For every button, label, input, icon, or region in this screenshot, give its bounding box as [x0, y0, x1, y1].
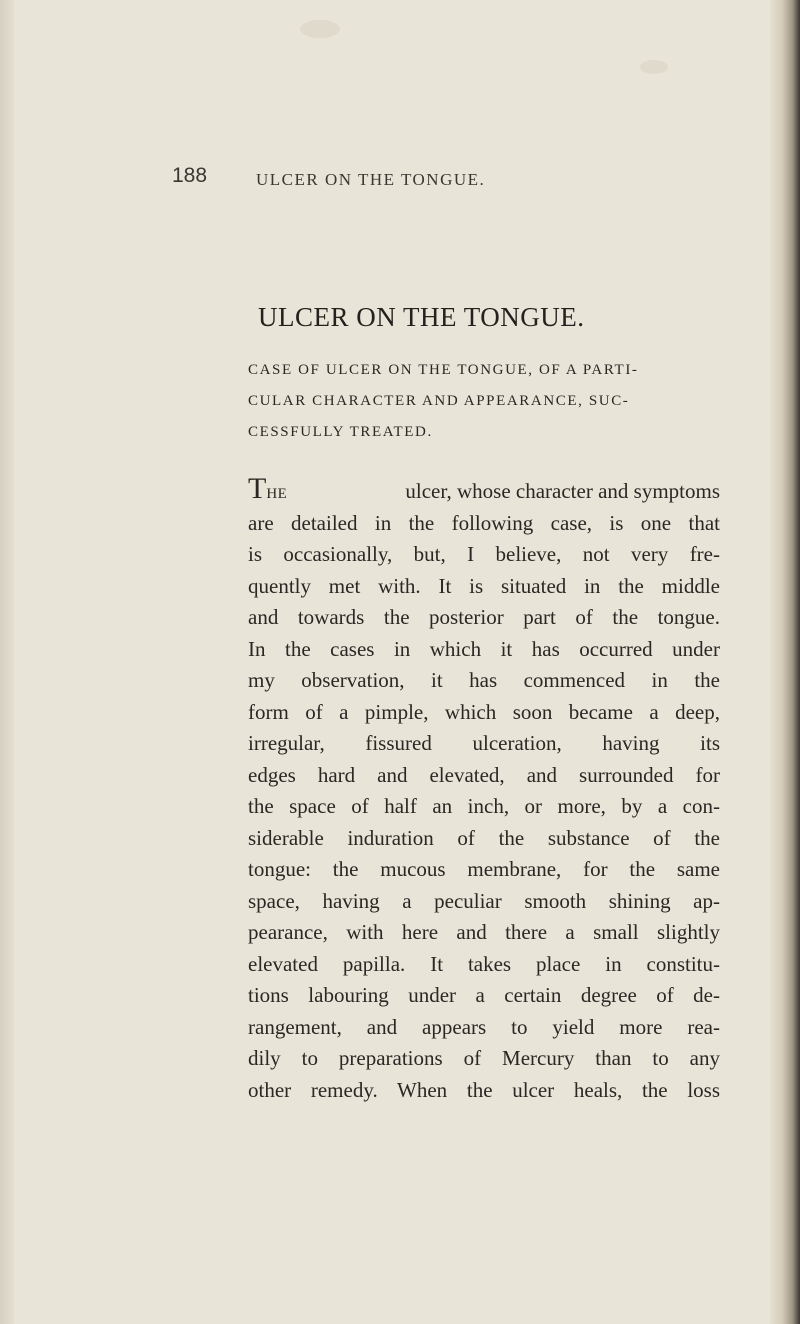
subtitle-line: CULAR CHARACTER AND APPEARANCE, SUC- [248, 393, 630, 409]
text-line: and towards the posterior part of the tongue. [248, 605, 720, 629]
text-line: irregular, fissured ulceration, having its [248, 731, 720, 755]
text-line: space, having a peculiar smooth shining ap- [248, 888, 720, 913]
text-line: siderable induration of the substance of the [248, 825, 720, 850]
body-paragraph [248, 474, 720, 1106]
text-line: the space of half an inch, or more, by a con- [248, 794, 720, 818]
text-line: elevated papilla. It takes place in constitu- [248, 951, 720, 976]
text-line: tongue: the mucous membrane, for the same [248, 857, 720, 881]
text-line: edges hard and elevated, and surrounded for [248, 762, 720, 787]
subtitle [248, 355, 718, 448]
text-line: quently met with. It is situated in the middle [248, 573, 720, 598]
subtitle-line: CESSFULLY TREATED. [248, 424, 433, 440]
subtitle-line: CASE OF ULCER ON THE TONGUE, OF A PARTI- [248, 362, 639, 378]
page-left-edge [0, 0, 14, 1324]
text-line: dily to preparations of Mercury than to any [248, 1046, 720, 1070]
text-line: other remedy. When the ulcer heals, the loss [248, 1077, 720, 1102]
text-line: tions labouring under a certain degree of de- [248, 983, 720, 1007]
text-line: pearance, with here and there a small slightly [248, 920, 720, 944]
first-line [248, 474, 720, 508]
page-number: 188 [172, 164, 208, 187]
text-line: rangement, and appears to yield more rea- [248, 1014, 720, 1039]
chapter-title: ULCER ON THE TONGUE. [258, 302, 585, 332]
running-title: ULCER ON THE TONGUE. [256, 170, 486, 189]
running-head [172, 164, 692, 198]
text-line: In the cases in which it has occurred under [248, 636, 720, 661]
dropcap: T [248, 472, 267, 505]
text-line: my observation, it has commenced in the [248, 668, 720, 692]
text-line: form of a pimple, which soon became a deep, [248, 699, 720, 724]
first-line-rest: ulcer, whose character and symptoms [405, 479, 720, 503]
text-line: is occasionally, but, I believe, not very fre- [248, 542, 720, 566]
text-line: are detailed in the following case, is one that [248, 510, 720, 535]
paper-stain [640, 60, 668, 74]
first-word-smallcaps: he [266, 479, 288, 503]
page-binding-shadow [770, 0, 800, 1324]
paper-stain [300, 20, 340, 38]
